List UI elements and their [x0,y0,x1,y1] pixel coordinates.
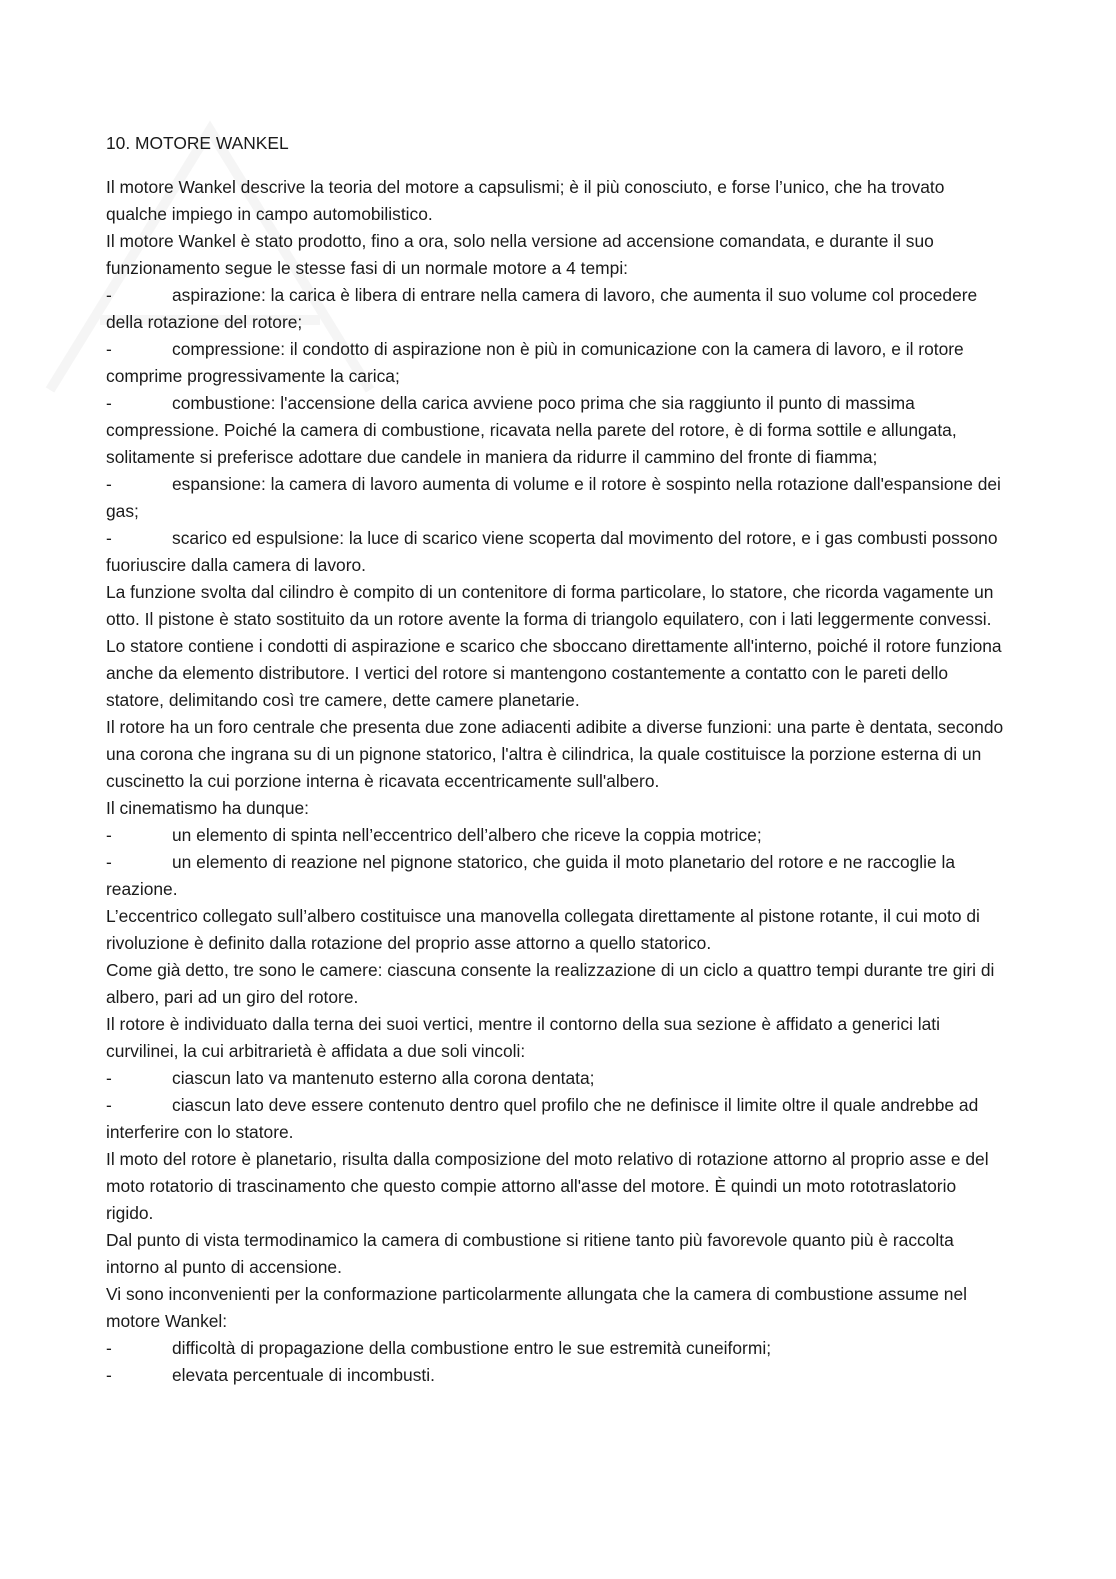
paragraph: Il moto del rotore è planetario, risulta dalla composizione del moto relativo di rotazione attorno al proprio asse e del moto rotatorio di trascinamento che questo compie attorno all'asse del motore. È quindi un moto rototraslatorio rigido. [106,1149,989,1223]
list-item-text: espansione: la camera di lavoro aumenta di volume e il rotore è sospinto nella rotazione dall'espansione dei gas; [106,474,1001,521]
list-bullet: - [106,1338,112,1358]
document-body [106,174,1006,1389]
list-item [106,282,1006,336]
list-item [106,822,1006,849]
list-item [106,1362,1006,1389]
list-item-text: combustione: l'accensione della carica avviene poco prima che sia raggiunto il punto di massima compressione. Poiché la camera di combustione, ricavata nella parete del rotore, è di forma sottile e allungata, solitamente si preferisce adottare due candele in maniera da ridurre il cammino del fronte di fiamma; [106,393,957,467]
paragraph: Dal punto di vista termodinamico la camera di combustione si ritiene tanto più favorevole quanto più è raccolta intorno al punto di accensione. [106,1230,954,1277]
list-bullet: - [106,285,112,305]
list-bullet: - [106,393,112,413]
list-item-text: elevata percentuale di incombusti. [172,1365,435,1385]
document-page [106,130,1006,1389]
list-item-text: compressione: il condotto di aspirazione non è più in comunicazione con la camera di lavoro, e il rotore comprime progressivamente la carica; [106,339,964,386]
list-item [106,1065,1006,1092]
list-item [106,1092,1006,1146]
list-bullet: - [106,1365,112,1385]
list-item [106,390,1006,471]
list-item-text: ciascun lato va mantenuto esterno alla corona dentata; [172,1068,595,1088]
list-bullet: - [106,825,112,845]
paragraph: Il cinematismo ha dunque: [106,798,310,818]
list-item-text: aspirazione: la carica è libera di entrare nella camera di lavoro, che aumenta il suo volume col procedere della rotazione del rotore; [106,285,978,332]
paragraph: Il motore Wankel è stato prodotto, fino a ora, solo nella versione ad accensione comandata, e durante il suo funzionamento segue le stesse fasi di un normale motore a 4 tempi: [106,231,934,278]
list-bullet: - [106,474,112,494]
list-item-text: ciascun lato deve essere contenuto dentro quel profilo che ne definisce il limite oltre il quale andrebbe ad interferire con lo statore. [106,1095,979,1142]
list-item-text: un elemento di spinta nell’eccentrico dell’albero che riceve la coppia motrice; [172,825,762,845]
list-item [106,336,1006,390]
list-bullet: - [106,852,112,872]
paragraph: Il rotore è individuato dalla terna dei suoi vertici, mentre il contorno della sua sezione è affidato a generici lati curvilinei, la cui arbitrarietà è affidata a due soli vincoli: [106,1014,940,1061]
list-bullet: - [106,1095,112,1115]
list-bullet: - [106,528,112,548]
list-item [106,471,1006,525]
list-bullet: - [106,1068,112,1088]
paragraph: Il motore Wankel descrive la teoria del motore a capsulismi; è il più conosciuto, e forse l’unico, che ha trovato qualche impiego in campo automobilistico. [106,177,945,224]
list-item-text: difficoltà di propagazione della combustione entro le sue estremità cuneiformi; [172,1338,772,1358]
paragraph: La funzione svolta dal cilindro è compito di un contenitore di forma particolare, lo statore, che ricorda vagamente un otto. Il pistone è stato sostituito da un rotore avente la forma di triangolo equilatero, con i lati leggermente convessi. Lo statore contiene i condotti di aspirazione e scarico che sboccano direttamente all'interno, poiché il rotore funziona anche da elemento distributore. I vertici del rotore si mantengono costantemente a contatto con le pareti dello statore, delimitando così tre camere, dette camere planetarie. [106,582,1002,710]
list-item-text: un elemento di reazione nel pignone statorico, che guida il moto planetario del rotore e ne raccoglie la reazione. [106,852,956,899]
paragraph: L’eccentrico collegato sull’albero costituisce una manovella collegata direttamente al pistone rotante, il cui moto di rivoluzione è definito dalla rotazione del proprio asse attorno a quello statorico. [106,906,980,953]
list-item [106,849,1006,903]
list-item [106,1335,1006,1362]
document-heading: 10. MOTORE WANKEL [106,133,289,153]
paragraph: Il rotore ha un foro centrale che presenta due zone adiacenti adibite a diverse funzioni: una parte è dentata, secondo una corona che ingrana su di un pignone statorico, l'altra è cilindrica, la quale costituisce la porzione esterna di un cuscinetto la cui porzione interna è ricavata eccentricamente sull'albero. [106,717,1004,791]
list-bullet: - [106,339,112,359]
paragraph: Vi sono inconvenienti per la conformazione particolarmente allungata che la camera di combustione assume nel motore Wankel: [106,1284,968,1331]
paragraph: Come già detto, tre sono le camere: ciascuna consente la realizzazione di un ciclo a quattro tempi durante tre giri di albero, pari ad un giro del rotore. [106,960,995,1007]
list-item [106,525,1006,579]
list-item-text: scarico ed espulsione: la luce di scarico viene scoperta dal movimento del rotore, e i gas combusti possono fuoriuscire dalla camera di lavoro. [106,528,998,575]
